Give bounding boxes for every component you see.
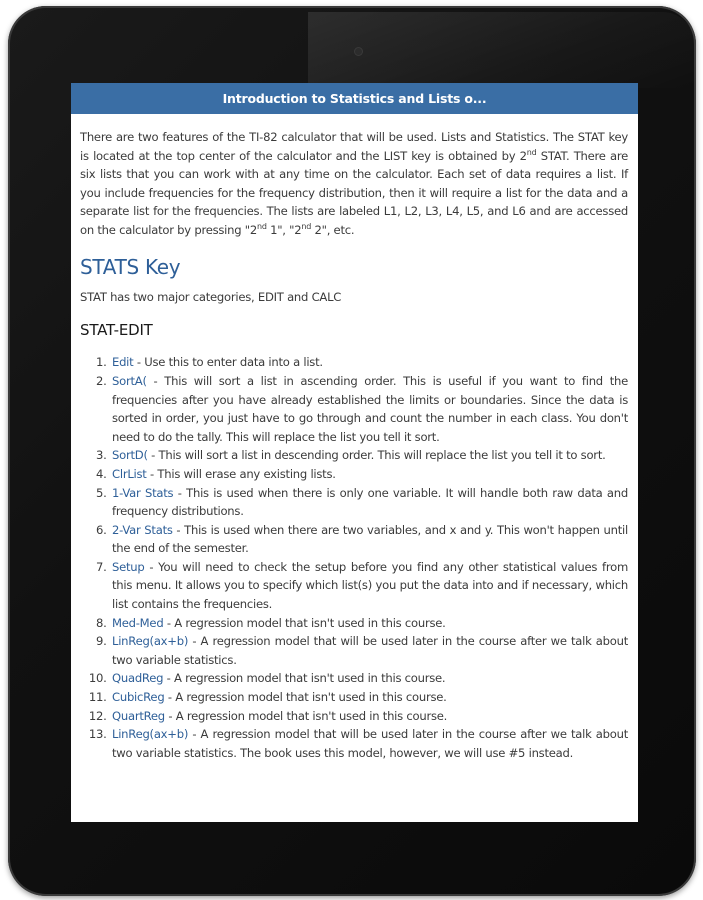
page-title: Introduction to Statistics and Lists o... (222, 91, 487, 106)
menu-term: Setup (112, 559, 145, 574)
stat-categories-text: STAT has two major categories, EDIT and CALC (80, 290, 342, 305)
list-item (110, 725, 628, 762)
menu-term-description: - A regression model that will be used later in the course after we talk about two variable statistics. The book uses this model, however, we will use #5 instead. (112, 727, 628, 760)
list-item (110, 614, 628, 633)
list-item (110, 521, 628, 558)
article-content[interactable] (71, 114, 638, 762)
menu-term-description: - A regression model that isn't used in this course. (163, 615, 446, 630)
menu-term-description: - This is used when there is only one variable. It will handle both raw data and frequency distributions. (112, 485, 628, 519)
list-item (110, 465, 628, 484)
list-item (110, 669, 628, 688)
stat-edit-list (80, 353, 628, 762)
menu-term-description: - A regression model that will be used later in the course after we talk about two variable statistics. (112, 634, 628, 667)
menu-term: Edit (112, 355, 134, 370)
tablet-glare (308, 12, 696, 88)
list-item (110, 446, 628, 465)
menu-term: QuadReg (112, 671, 164, 686)
menu-term: 1-Var Stats (112, 485, 174, 500)
list-item (110, 372, 628, 446)
menu-term: LinReg(ax+b) (112, 634, 189, 649)
app-title-bar (71, 83, 638, 114)
list-item (110, 484, 628, 521)
menu-term-description: - This will sort a list in descending order. This will replace the list you tell it to sort. (147, 448, 606, 463)
menu-term: SortA( (112, 373, 147, 388)
intro-paragraph: There are two features of the TI-82 calculator that will be used. Lists and Statistics. The STAT key is located at the top center of the calculator and the LIST key is obtained by 2nd STAT. There are six lists that you can work with at any time on the calculator. Each set of data requires a list. If you include frequencies for the frequency distribution, then it will require a list for the data and a separate list for the frequencies. The lists are labeled L1, L2, L3, L4, L5, and L6 and are accessed on the calculator by pressing "2nd 1", "2nd 2", etc. (80, 130, 628, 237)
menu-term-description: - A regression model that isn't used in this course. (163, 671, 446, 686)
menu-term-description: - A regression model that isn't used in this course. (164, 708, 448, 723)
stat-edit-heading: STAT-EDIT (80, 320, 153, 339)
menu-term-description: - You will need to check the setup before you find any other statistical values from this menu. It allows you to specify which list(s) you put the data into and if necessary, which list contains the frequencies. (112, 559, 628, 612)
menu-term: 2-Var Stats (112, 522, 173, 537)
menu-term: LinReg(ax+b) (112, 727, 189, 742)
superscript: nd (526, 147, 537, 157)
menu-term-description: - This will sort a list in ascending order. This is useful if you want to find the frequencies after you have already established the limits or boundaries. Since the data is sorted in order, you just have to go through and count the number in each class. You don't need to do the tally. This will replace the list you tell it sort. (112, 373, 628, 444)
list-item (110, 558, 628, 614)
menu-term: CubicReg (112, 690, 165, 705)
menu-term-description: - Use this to enter data into a list. (133, 355, 323, 370)
stats-key-heading: STATS Key (80, 254, 181, 279)
camera-icon (355, 48, 362, 55)
menu-term-description: - This will erase any existing lists. (146, 466, 336, 481)
list-item (110, 707, 628, 726)
menu-term: Med-Med (112, 615, 164, 630)
menu-term: QuartReg (112, 708, 165, 723)
menu-term: ClrList (112, 466, 147, 481)
superscript: nd (257, 221, 267, 231)
tablet-screen[interactable] (71, 83, 638, 822)
menu-term-description: - A regression model that isn't used in this course. (164, 690, 447, 705)
list-item (110, 688, 628, 707)
list-item (110, 353, 628, 372)
list-item (110, 632, 628, 669)
menu-term-description: - This is used when there are two variables, and x and y. This won't happen until the end of the semester. (112, 522, 628, 556)
menu-term: SortD( (112, 448, 148, 463)
superscript: nd (301, 221, 312, 231)
